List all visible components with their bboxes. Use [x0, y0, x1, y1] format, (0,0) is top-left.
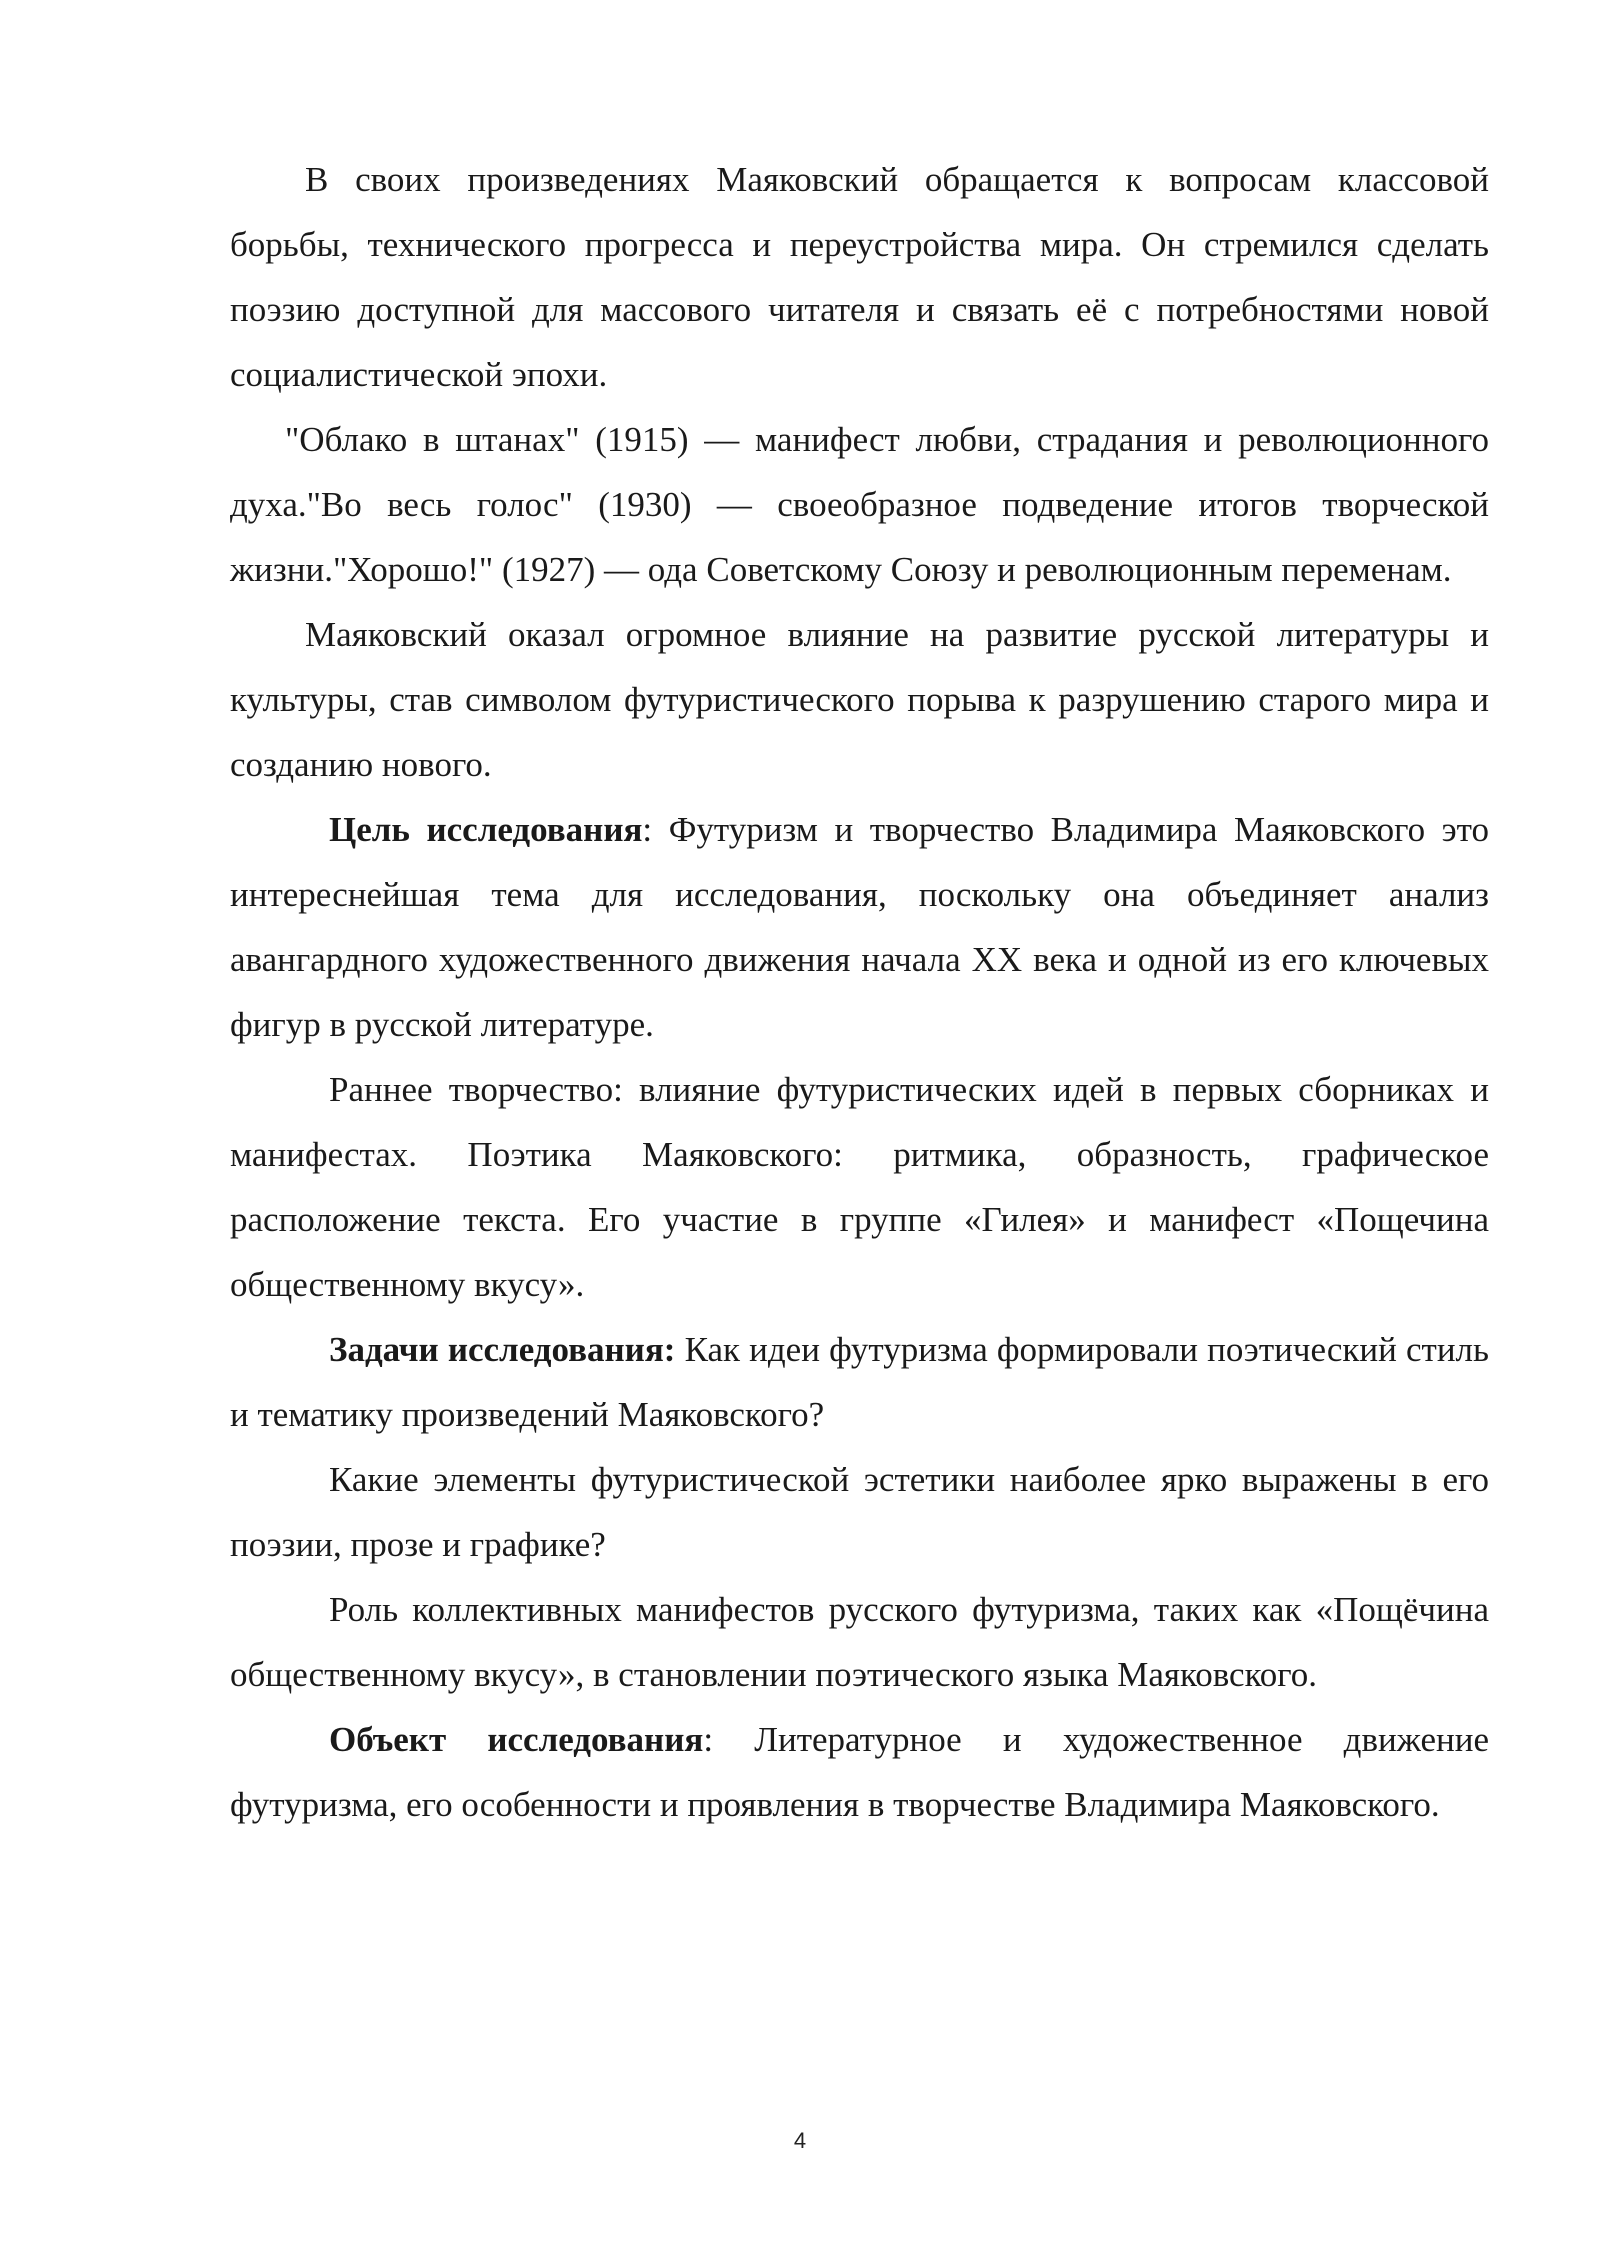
paragraph-text: Роль коллективных манифестов русского футуризма, таких как «Пощёчина общественному вкусу», в становлении поэтического языка Маяковского.	[230, 1590, 1489, 1694]
paragraph-research-tasks	[230, 1317, 1489, 1447]
paragraph-early-work	[230, 1057, 1489, 1317]
paragraph-text: : Футуризм и творчество Владимира Маяковского это интереснейшая тема для исследования, поскольку она объединяет анализ авангардного художественного движения начала XX века и одной из его ключевых фигур в русской литературе.	[230, 810, 1489, 1044]
paragraph-research-goal	[230, 797, 1489, 1057]
paragraph-manifestos	[230, 1577, 1489, 1707]
body-text	[230, 147, 1489, 1837]
paragraph-aesthetics	[230, 1447, 1489, 1577]
paragraph-research-object	[230, 1707, 1489, 1837]
paragraph-text: : Литературное и художественное движение футуризма, его особенности и проявления в творчестве Владимира Маяковского.	[230, 1720, 1489, 1824]
paragraph-themes	[230, 147, 1489, 407]
research-object-label: Объект исследования	[329, 1720, 704, 1759]
research-tasks-label: Задачи исследования:	[329, 1330, 676, 1369]
paragraph-influence	[230, 602, 1489, 797]
paragraph-text: Маяковский оказал огромное влияние на развитие русской литературы и культуры, став символом футуристического порыва к разрушению старого мира и созданию нового.	[230, 615, 1489, 784]
paragraph-text: Какие элементы футуристической эстетики наиболее ярко выражены в его поэзии, прозе и графике?	[230, 1460, 1489, 1564]
paragraph-works	[230, 407, 1489, 602]
research-goal-label: Цель исследования	[329, 810, 643, 849]
page-number: 4	[793, 2128, 807, 2153]
paragraph-text: Как идеи футуризма формировали поэтический стиль и тематику произведений Маяковского?	[230, 1330, 1489, 1434]
paragraph-text: В своих произведениях Маяковский обращается к вопросам классовой борьбы, технического прогресса и переустройства мира. Он стремился сделать поэзию доступной для массового читателя и связать её с потребностями новой социалистической эпохи.	[230, 160, 1489, 394]
paragraph-text: "Облако в штанах" (1915) — манифест любви, страдания и революционного духа."Во весь голос" (1930) — своеобразное подведение итогов творческой жизни."Хорошо!" (1927) — ода Советскому Союзу и революционным переменам.	[230, 420, 1489, 589]
paragraph-text: Раннее творчество: влияние футуристических идей в первых сборниках и манифестах. Поэтика Маяковского: ритмика, образность, графическое расположение текста. Его участие в группе «Гилея» и манифест «Пощечина общественному вкусу».	[230, 1070, 1489, 1304]
